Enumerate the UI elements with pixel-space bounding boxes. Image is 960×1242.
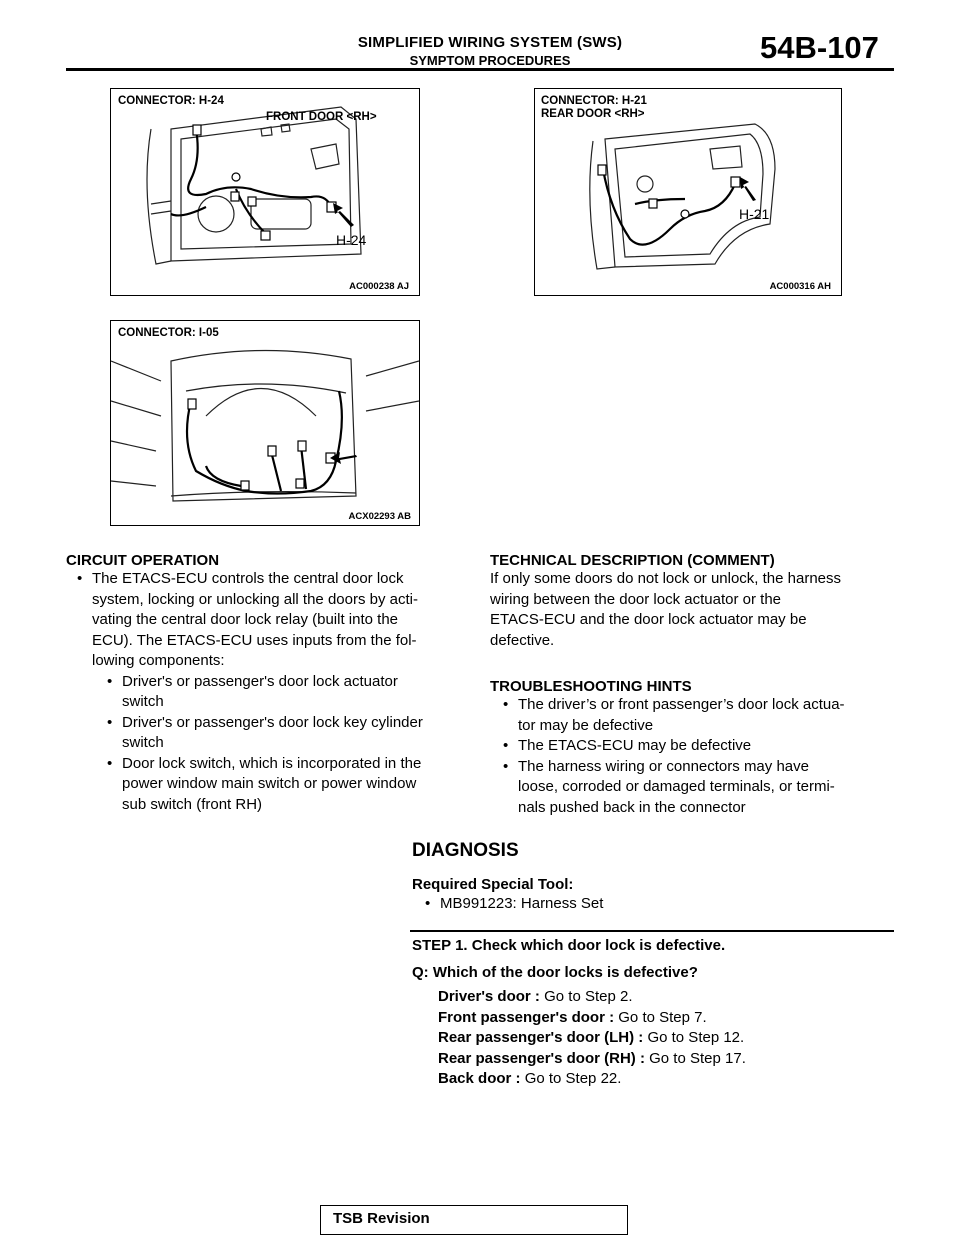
list-item: • The harness wiring or connectors may have loose, corroded or damaged terminals, or termi- nals pushed back in the connector xyxy=(498,757,900,819)
connector-label: CONNECTOR: I-05 xyxy=(118,327,219,339)
list-item: • The ETACS-ECU may be defective xyxy=(498,736,900,757)
list-item: • Driver's or passenger's door lock actuator switch xyxy=(102,672,466,713)
figure-id: ACX02293 AB xyxy=(348,511,411,522)
location-label: REAR DOOR <RH> xyxy=(541,108,645,120)
page-number: 54B-107 xyxy=(760,30,879,65)
list-item: • The driver’s or front passenger’s door lock actua- tor may be defective xyxy=(498,695,900,736)
diagnosis-heading: DIAGNOSIS xyxy=(412,840,519,861)
figure-back-door xyxy=(110,320,420,526)
answer-drivers-door: Driver's door : Go to Step 2. xyxy=(438,988,633,1005)
troubleshooting-hints-section xyxy=(490,678,900,818)
technical-description-section xyxy=(490,552,900,651)
figure-id: AC000238 AJ xyxy=(349,281,409,292)
step-title: STEP 1. Check which door lock is defective. xyxy=(412,937,726,954)
technical-description-text: If only some doors do not lock or unlock, the harness wiring between the door lock actuator or the ETACS-ECU and the door lock actuator may be defective. xyxy=(490,570,842,649)
answer-back-door: Back door : Go to Step 22. xyxy=(438,1070,622,1087)
input-components-list xyxy=(102,672,466,816)
circuit-operation-text: • The ETACS-ECU controls the central door lock system, locking or unlocking all the doors by acti- vating the central door lock relay (built into the ECU). The ETACS-ECU uses inputs from the fol- lowing components: xyxy=(72,569,466,672)
location-label: FRONT DOOR <RH> xyxy=(266,111,377,123)
hints-list xyxy=(498,695,900,818)
list-item: • Driver's or passenger's door lock key cylinder switch xyxy=(102,713,466,754)
troubleshooting-hints-heading: TROUBLESHOOTING HINTS xyxy=(490,678,692,695)
circuit-operation-heading: CIRCUIT OPERATION xyxy=(66,552,220,569)
step-question: Q: Which of the door locks is defective? xyxy=(412,964,698,981)
answer-front-passenger-door: Front passenger's door : Go to Step 7. xyxy=(438,1008,707,1026)
answer-rear-lh-door: Rear passenger's door (LH) : Go to Step 12. xyxy=(438,1029,745,1046)
section-title: SIMPLIFIED WIRING SYSTEM (SWS) xyxy=(357,34,623,51)
technical-description-heading: TECHNICAL DESCRIPTION (COMMENT) xyxy=(490,552,775,569)
required-tool-heading: Required Special Tool: xyxy=(412,876,574,893)
section-subtitle: SYMPTOM PROCEDURES xyxy=(409,53,571,68)
connector-callout: H-21 xyxy=(739,206,770,222)
back-door-illustration xyxy=(111,321,419,525)
connector-label: CONNECTOR: H-21 xyxy=(541,95,647,107)
required-tool-item: • MB991223: Harness Set xyxy=(420,894,960,915)
list-item: • Door lock switch, which is incorporated in the power window main switch or power window sub switch (front RH) xyxy=(102,754,466,816)
figure-id: AC000316 AH xyxy=(769,281,831,292)
header-rule xyxy=(66,68,894,71)
answer-list xyxy=(438,987,746,1090)
tsb-revision-box xyxy=(320,1205,628,1235)
figure-front-door xyxy=(110,88,420,296)
connector-label: CONNECTOR: H-24 xyxy=(118,95,224,107)
step-rule xyxy=(410,930,894,932)
connector-callout: H-24 xyxy=(336,232,367,248)
circuit-operation-section xyxy=(66,552,466,815)
answer-rear-rh-door: Rear passenger's door (RH) : Go to Step 17. xyxy=(438,1049,746,1067)
figure-rear-door xyxy=(534,88,842,296)
tsb-revision-label: TSB Revision xyxy=(333,1210,430,1227)
